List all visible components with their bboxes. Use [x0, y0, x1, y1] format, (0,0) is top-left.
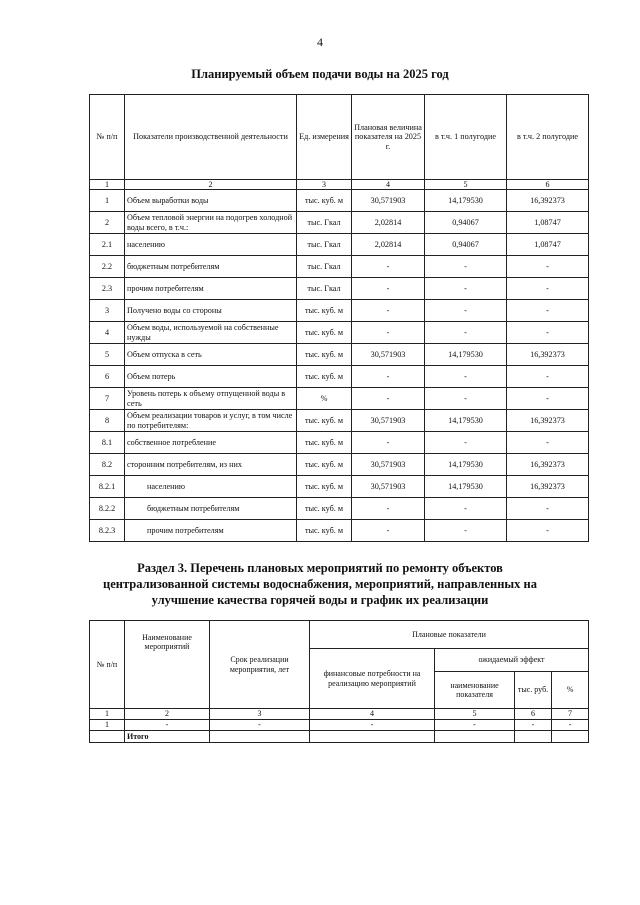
section3-title-line: централизованной системы водоснабжения, мероприятий, направленных на — [103, 577, 537, 591]
plan-value: - — [352, 520, 425, 542]
half1-value: - — [425, 388, 507, 410]
colnum: 4 — [310, 709, 435, 720]
plan-value: 2,02814 — [352, 212, 425, 234]
colnum: 6 — [507, 180, 589, 190]
half2-value: - — [507, 300, 589, 322]
cell — [210, 731, 310, 743]
plan-value: - — [352, 432, 425, 454]
table-row — [90, 278, 589, 300]
table-row — [90, 476, 589, 498]
cell — [310, 731, 435, 743]
unit: тыс. куб. м — [297, 300, 352, 322]
table-row — [90, 388, 589, 410]
indicator-name: Объем тепловой энергии на подогрев холодной воды всего, в т.ч.: — [125, 212, 297, 234]
unit: тыс. Гкал — [297, 212, 352, 234]
unit: тыс. Гкал — [297, 234, 352, 256]
half1-value: - — [425, 256, 507, 278]
water-supply-table — [89, 94, 589, 542]
row-num: 6 — [90, 366, 125, 388]
header-expected-effect: ожидаемый эффект — [435, 649, 589, 672]
section3-title — [0, 560, 640, 608]
half2-value: - — [507, 498, 589, 520]
indicator-name: бюджетным потребителям — [125, 498, 297, 520]
cell: - — [552, 720, 589, 731]
plan-value: - — [352, 322, 425, 344]
indicator-name: бюджетным потребителям — [125, 256, 297, 278]
row-num: 8.2.1 — [90, 476, 125, 498]
plan-value: - — [352, 300, 425, 322]
cell: - — [125, 720, 210, 731]
colnum: 4 — [352, 180, 425, 190]
table-row — [90, 454, 589, 476]
half1-value: - — [425, 498, 507, 520]
colnum: 5 — [435, 709, 515, 720]
half2-value: 16,392373 — [507, 344, 589, 366]
half2-value: 1,08747 — [507, 212, 589, 234]
half1-value: 14,179530 — [425, 454, 507, 476]
unit: тыс. куб. м — [297, 454, 352, 476]
header-indicator-name: наименование показателя — [435, 672, 515, 709]
unit: тыс. куб. м — [297, 322, 352, 344]
indicator-name: Объем воды, используемой на собственные нужды — [125, 322, 297, 344]
half2-value: 1,08747 — [507, 234, 589, 256]
row-num: 8.1 — [90, 432, 125, 454]
cell: - — [435, 720, 515, 731]
colnum: 1 — [90, 180, 125, 190]
unit: тыс. куб. м — [297, 498, 352, 520]
indicator-name: прочим потребителям — [125, 520, 297, 542]
half1-value: 0,94067 — [425, 212, 507, 234]
row-num: 2.3 — [90, 278, 125, 300]
half1-value: 0,94067 — [425, 234, 507, 256]
row-num: 7 — [90, 388, 125, 410]
half1-value: - — [425, 432, 507, 454]
header-percent: % — [552, 672, 589, 709]
half2-value: 16,392373 — [507, 190, 589, 212]
unit: тыс. Гкал — [297, 278, 352, 300]
cell: - — [515, 720, 552, 731]
indicator-name: Получено воды со стороны — [125, 300, 297, 322]
indicator-name: населению — [125, 476, 297, 498]
plan-value: 30,571903 — [352, 476, 425, 498]
table-row — [90, 498, 589, 520]
table-row — [90, 432, 589, 454]
row-num: 8 — [90, 410, 125, 432]
indicator-name: Объем реализации товаров и услуг, в том числе по потребителям: — [125, 410, 297, 432]
header-planned: Плановые показатели — [310, 621, 589, 649]
unit: % — [297, 388, 352, 410]
row-num: 8.2 — [90, 454, 125, 476]
plan-value: 30,571903 — [352, 454, 425, 476]
unit: тыс. куб. м — [297, 344, 352, 366]
half1-value: - — [425, 278, 507, 300]
header-plan-2025: Плановая величина показателя на 2025 г. — [352, 95, 425, 180]
plan-value: 30,571903 — [352, 344, 425, 366]
unit: тыс. куб. м — [297, 366, 352, 388]
unit: тыс. Гкал — [297, 256, 352, 278]
plan-value: 30,571903 — [352, 410, 425, 432]
colnum: 6 — [515, 709, 552, 720]
colnum: 3 — [210, 709, 310, 720]
half2-value: - — [507, 322, 589, 344]
half1-value: 14,179530 — [425, 410, 507, 432]
half1-value: - — [425, 520, 507, 542]
colnum: 1 — [90, 709, 125, 720]
half2-value: 16,392373 — [507, 454, 589, 476]
row-num: 2 — [90, 212, 125, 234]
unit: тыс. куб. м — [297, 432, 352, 454]
unit: тыс. куб. м — [297, 476, 352, 498]
half1-value: 14,179530 — [425, 190, 507, 212]
half2-value: - — [507, 520, 589, 542]
row-num: 5 — [90, 344, 125, 366]
half2-value: - — [507, 388, 589, 410]
header-num: № п/п — [90, 621, 125, 709]
plan-value: - — [352, 278, 425, 300]
header-indicator: Показатели производственной деятельности — [125, 95, 297, 180]
row-num: 4 — [90, 322, 125, 344]
cell — [515, 731, 552, 743]
header-financial-needs: финансовые потребности на реализацию мероприятий — [310, 649, 435, 709]
cell: - — [310, 720, 435, 731]
section3-title-line: Раздел 3. Перечень плановых мероприятий по ремонту объектов — [137, 561, 503, 575]
half2-value: - — [507, 366, 589, 388]
row-num: 2.1 — [90, 234, 125, 256]
table-row — [90, 410, 589, 432]
unit: тыс. куб. м — [297, 410, 352, 432]
indicator-name: сторонним потребителям, из них — [125, 454, 297, 476]
header-thousand-rub: тыс. руб. — [515, 672, 552, 709]
plan-value: - — [352, 388, 425, 410]
indicator-name: Объем потерь — [125, 366, 297, 388]
indicator-name: населению — [125, 234, 297, 256]
table-row — [90, 256, 589, 278]
half2-value: - — [507, 256, 589, 278]
row-num: 2.2 — [90, 256, 125, 278]
table-row — [90, 212, 589, 234]
header-num: № п/п — [90, 95, 125, 180]
plan-value: - — [352, 256, 425, 278]
colnum: 5 — [425, 180, 507, 190]
cell — [435, 731, 515, 743]
table-row — [90, 190, 589, 212]
half2-value: - — [507, 432, 589, 454]
page-number: 4 — [317, 35, 323, 49]
half1-value: - — [425, 366, 507, 388]
indicator-name: собственное потребление — [125, 432, 297, 454]
plan-value: - — [352, 498, 425, 520]
colnum: 2 — [125, 180, 297, 190]
header-unit: Ед. измерения — [297, 95, 352, 180]
indicator-name: Объем выработки воды — [125, 190, 297, 212]
half2-value: 16,392373 — [507, 410, 589, 432]
colnum: 3 — [297, 180, 352, 190]
header-row — [90, 95, 589, 180]
colnum: 7 — [552, 709, 589, 720]
section3-title-line: улучшение качества горячей воды и график их реализации — [151, 593, 489, 607]
indicator-name: Уровень потерь к объему отпущенной воды в сеть — [125, 388, 297, 410]
table-row — [90, 300, 589, 322]
cell: - — [210, 720, 310, 731]
half1-value: - — [425, 300, 507, 322]
half1-value: 14,179530 — [425, 476, 507, 498]
half1-value: - — [425, 322, 507, 344]
cell — [552, 731, 589, 743]
measures-table — [89, 620, 589, 743]
half1-value: 14,179530 — [425, 344, 507, 366]
half2-value: - — [507, 278, 589, 300]
table1-title: Планируемый объем подачи воды на 2025 год — [191, 67, 449, 81]
column-number-row — [90, 180, 589, 190]
header-measure-name: Наименование мероприятий — [125, 621, 210, 709]
table-row — [90, 366, 589, 388]
row-num: 3 — [90, 300, 125, 322]
unit: тыс. куб. м — [297, 520, 352, 542]
header-half1: в т.ч. 1 полугодие — [425, 95, 507, 180]
plan-value: 2,02814 — [352, 234, 425, 256]
row-num: 8.2.2 — [90, 498, 125, 520]
total-label: Итого — [125, 731, 210, 743]
half2-value: 16,392373 — [507, 476, 589, 498]
row-num: 1 — [90, 190, 125, 212]
indicator-name: прочим потребителям — [125, 278, 297, 300]
plan-value: - — [352, 366, 425, 388]
cell — [90, 731, 125, 743]
header-term: Срок реализации мероприятия, лет — [210, 621, 310, 709]
table-row — [90, 520, 589, 542]
table-row — [90, 234, 589, 256]
table-row — [90, 344, 589, 366]
colnum: 2 — [125, 709, 210, 720]
cell: 1 — [90, 720, 125, 731]
unit: тыс. куб. м — [297, 190, 352, 212]
header-half2: в т.ч. 2 полугодие — [507, 95, 589, 180]
row-num: 8.2.3 — [90, 520, 125, 542]
indicator-name: Объем отпуска в сеть — [125, 344, 297, 366]
plan-value: 30,571903 — [352, 190, 425, 212]
table-row — [90, 322, 589, 344]
